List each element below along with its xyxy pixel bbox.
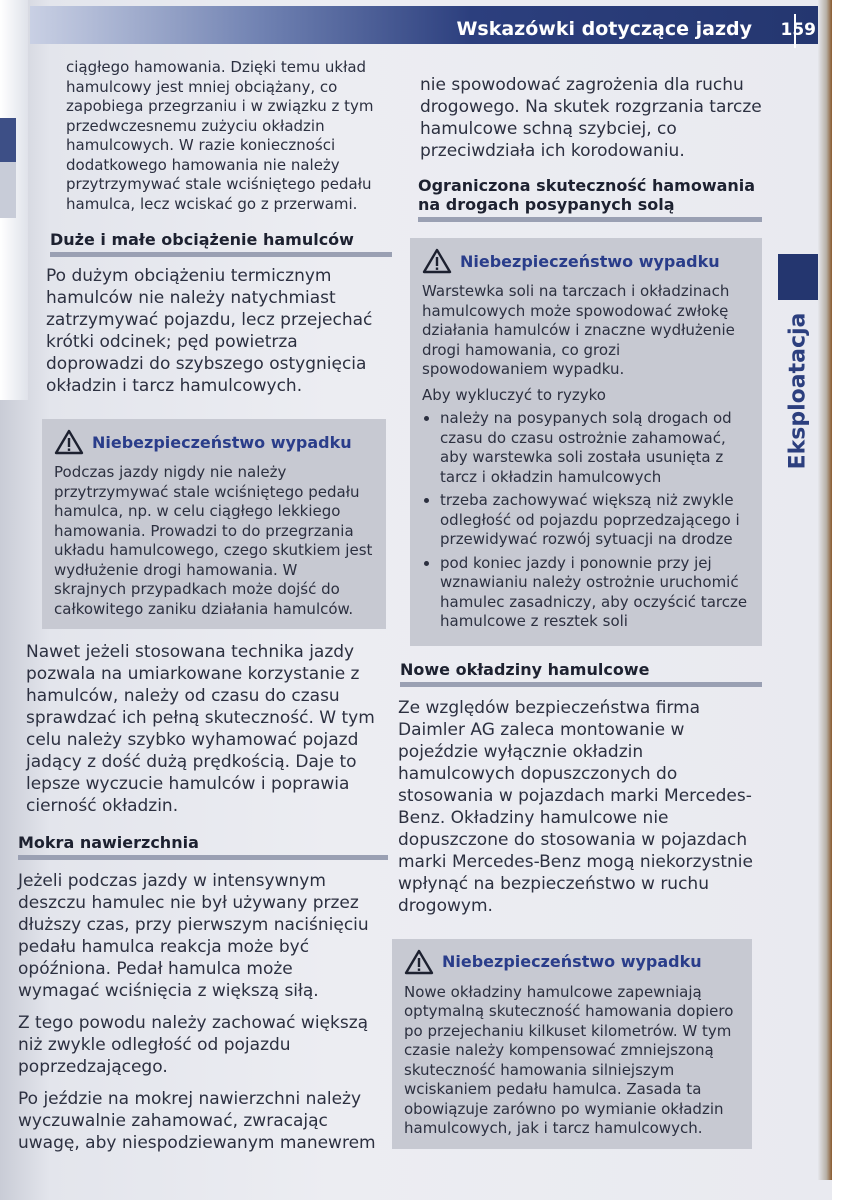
warning-box-continuous-braking	[42, 419, 386, 629]
page-number: 159	[780, 20, 816, 40]
warning-title: Niebezpieczeństwo wypadku	[442, 952, 702, 971]
warning-text: Warstewka soli na tarczach i okładzinach hamulcowych może spowodować zwłokę działania hamulców i znaczne wydłużenie drogi hamowania, co grozi spowodowaniem wypadku.	[422, 282, 735, 378]
warning-text: Podczas jazdy nigdy nie należy przytrzymywać stale wciśniętego pedału hamulca, np. w celu ciągłego lekkiego hamowania. Prowadzi to do przegrzania układu hamulcowego, czego skutkiem jest wydłużenie drogi hamowania. W skrajnych przypadkach może dojść do całkowitego zaniku działania hamulców.	[54, 463, 373, 618]
brake-load-paragraph: Po dużym obciążeniu termicznym hamulców nie należy natychmiast zatrzymywać pojazdu, lecz przejechać krótki odcinek; pęd powietrza doprowadzi do szybszego ostygnięcia okładzin i tarcz hamulcowych.	[46, 266, 373, 396]
warning-triangle-icon	[54, 429, 84, 455]
left-column	[18, 58, 392, 1154]
wet-surface-paragraph-3: Po jeździe na mokrej nawierzchni należy wyczuwalnie zahamować, zwracając uwagę, aby niespodziewanym manewrem	[18, 1089, 376, 1153]
wet-surface-paragraph-2: Z tego powodu należy zachować większą niż zwykle odległość od pojazdu poprzedzającego.	[18, 1013, 369, 1077]
warning-title: Niebezpieczeństwo wypadku	[460, 251, 720, 271]
section-heading-salted-roads: Ograniczona skuteczność hamowania na drogach posypanych solą	[418, 174, 762, 222]
warning-triangle-icon	[404, 949, 434, 975]
warning-header	[404, 949, 740, 975]
section-heading-wet-surface: Mokra nawierzchnia	[18, 831, 388, 860]
page-header	[30, 6, 830, 44]
list-item: • trzeba zachowywać większą niż zwykle odległość od pojazdu poprzedzającego i przewidywać rozwój sytuacji na drodze	[440, 491, 750, 550]
section-heading-brake-load: Duże i małe obciążenie hamulców	[50, 228, 392, 257]
list-item: • należy na posypanych solą drogach od czasu do czasu ostrożnie zahamować, aby warstewka soli została usunięta z tarcz i okładzin hamulcowych	[440, 409, 750, 487]
left-intro-paragraph: ciągłego hamowania. Dzięki temu układ hamulcowy jest mniej obciążany, co zapobiega przegrzaniu i w związku z tym przedwczesnemu zużyciu okładzin hamulcowych. W razie konieczności dodatkowego hamowania nie należy przytrzymywać stale wciśniętego pedału hamulca, lecz wciskać go z przerwami.	[66, 58, 374, 213]
warning-header	[422, 248, 750, 274]
warning-header	[54, 429, 374, 455]
previous-page-tab	[0, 118, 16, 162]
book-spine-edge	[818, 0, 832, 1180]
warning-bullet-list	[422, 409, 750, 632]
page-title: Wskazówki dotyczące jazdy	[456, 18, 752, 40]
warning-lead: Aby wykluczyć to ryzyko	[422, 385, 606, 404]
warning-box-new-pads	[392, 939, 752, 1149]
braking-check-paragraph: Nawet jeżeli stosowana technika jazdy pozwala na umiarkowane korzystanie z hamulców, należy od czasu do czasu sprawdzać ich pełną skuteczność. W tym celu należy szybko wyhamować pojazd jadący z dość dużą prędkością. Daje to lepsze wyczucie hamulców i poprawia cierność okładzin.	[26, 642, 375, 816]
previous-page-tab-light	[0, 162, 16, 218]
warning-text: Nowe okładziny hamulcowe zapewniają optymalną skuteczność hamowania dopiero po przejechaniu kilkuset kilometrów. W tym czasie należy kompensować zmniejszoną skuteczność hamowania silniejszym wciskaniem pedału hamulca. Zasada ta obowiązuje zarówno po wymianie okładzin hamulcowych, jak i tarcz hamulcowych.	[404, 982, 734, 1137]
section-heading-new-pads: Nowe okładziny hamulcowe	[400, 658, 762, 687]
warning-triangle-icon	[422, 248, 452, 274]
warning-title: Niebezpieczeństwo wypadku	[92, 432, 352, 452]
chapter-tab-marker	[778, 254, 822, 300]
right-intro-paragraph: nie spowodować zagrożenia dla ruchu drogowego. Na skutek rozgrzania tarcze hamulcowe schną szybciej, co przeciwdziała ich korodowaniu.	[420, 75, 762, 161]
list-item: • pod koniec jazdy i ponownie przy jej wznawianiu należy ostrożnie uruchomić hamulec zasadniczy, aby oczyścić tarcze hamulcowe z resztek soli	[440, 554, 750, 632]
chapter-tab-text: Eksploatacja	[785, 312, 811, 470]
warning-box-salted-roads	[410, 238, 762, 646]
right-column	[392, 58, 762, 1149]
wet-surface-paragraph-1: Jeżeli podczas jazdy w intensywnym deszczu hamulec nie był używany przez dłuższy czas, przy pierwszym naciśnięciu pedału hamulca reakcja może być opóźniona. Pedał hamulca może wymagać wciśnięcia z większą siłą.	[18, 871, 369, 1001]
new-pads-paragraph: Ze względów bezpieczeństwa firma Daimler AG zaleca montowanie w pojeździe wyłącznie okładzin hamulcowych dopuszczonych do stosowania w pojazdach marki Mercedes-Benz. Okładziny hamulcowe nie dopuszczone do stosowania w pojazdach marki Mercedes-Benz mogą niekorzystnie wpłynąć na bezpieczeństwo w ruchu drogowym.	[398, 697, 753, 916]
